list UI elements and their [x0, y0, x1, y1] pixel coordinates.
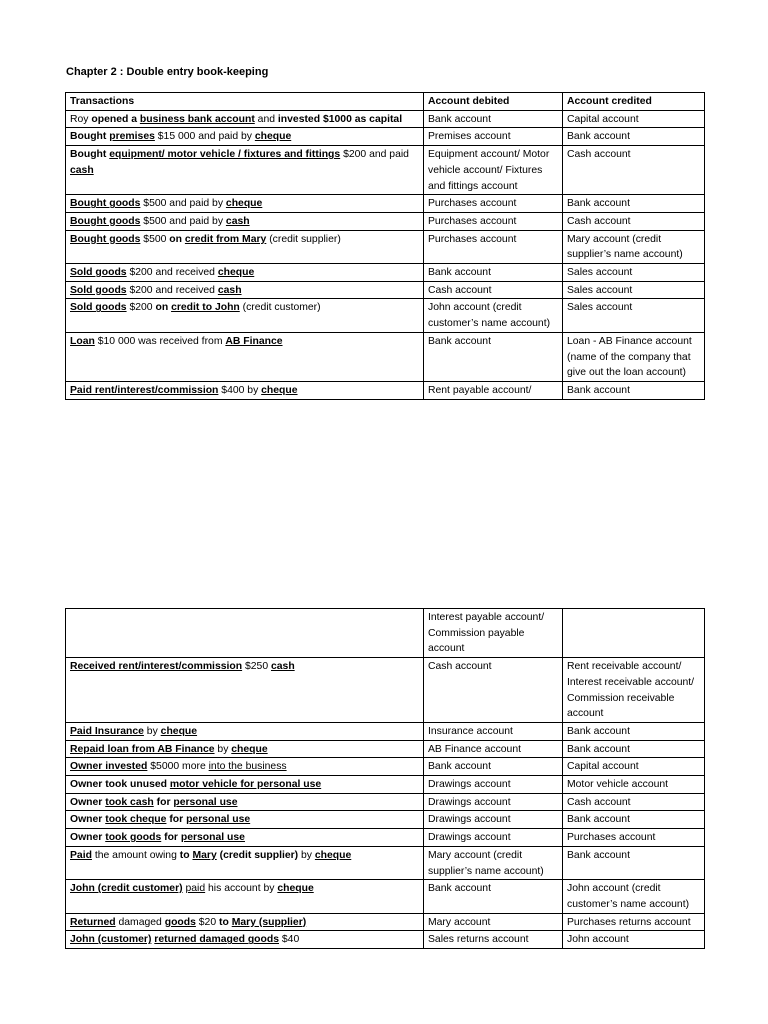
transaction-text-segment: $40 [279, 934, 300, 946]
transaction-text-segment: $400 by [218, 384, 262, 396]
transaction-cell [66, 332, 424, 381]
transaction-text-segment: invested $1000 as capital [277, 113, 403, 125]
debited-account-cell: Purchases account [424, 212, 563, 230]
table-row [66, 230, 705, 263]
transaction-text-segment: took cash [105, 796, 154, 808]
transaction-text-segment: Paid rent/interest/commission [70, 384, 219, 396]
table-row [66, 931, 705, 949]
debited-account-cell: Equipment account/ Motor vehicle account/ Fixtures and fittings account [424, 146, 563, 195]
transaction-text-segment: cash [70, 164, 94, 176]
credited-account-cell: John account (credit customer’s name account) [563, 880, 705, 913]
credited-account-cell: Cash account [563, 146, 705, 195]
transaction-text-segment: the amount owing [91, 849, 180, 861]
transaction-text-segment: $15 000 and paid by [154, 131, 255, 143]
table-row [66, 195, 705, 213]
debited-account-cell: Drawings account [424, 793, 563, 811]
transaction-cell [66, 846, 424, 879]
transaction-text-segment: cheque [254, 131, 292, 143]
table-row [66, 128, 705, 146]
transaction-text-segment: John (customer) [70, 934, 152, 946]
table-row [66, 658, 705, 723]
transaction-text-segment: cash [217, 284, 242, 296]
transaction-text-segment: returned damaged goods [154, 934, 279, 946]
table-row [66, 381, 705, 399]
transaction-text-segment: personal use [186, 814, 251, 826]
transaction-text-segment: $200 [126, 302, 156, 314]
transaction-text-segment: opened a [91, 113, 140, 125]
credited-account-cell: Bank account [563, 195, 705, 213]
table-row [66, 913, 705, 931]
table-row [66, 609, 705, 658]
table-row [66, 740, 705, 758]
credited-account-cell: Bank account [563, 740, 705, 758]
debited-account-cell: Bank account [424, 332, 563, 381]
transaction-text-segment: for [166, 814, 187, 826]
credited-account-cell: Cash account [563, 212, 705, 230]
credited-account-cell: Capital account [563, 110, 705, 128]
debited-account-cell: Purchases account [424, 230, 563, 263]
transaction-cell [66, 880, 424, 913]
table-row [66, 846, 705, 879]
debited-account-cell: Drawings account [424, 811, 563, 829]
transaction-text-segment: (credit supplier) [266, 233, 341, 245]
credited-account-cell: Bank account [563, 128, 705, 146]
transaction-text-segment: John (credit customer) [70, 883, 183, 895]
debited-account-cell: Sales returns account [424, 931, 563, 949]
table-row [66, 110, 705, 128]
transaction-text-segment: Sold goods [70, 284, 127, 296]
transaction-cell [66, 740, 424, 758]
debited-account-cell: Drawings account [424, 829, 563, 847]
credited-account-cell: Sales account [563, 264, 705, 282]
transaction-text-segment: into the business [208, 761, 287, 773]
transaction-text-segment: Owner [70, 832, 106, 844]
header-account-debited: Account debited [424, 93, 563, 111]
debited-account-cell: John account (credit customer’s name account) [424, 299, 563, 332]
transaction-text-segment: Received rent/interest/commission [70, 661, 243, 673]
transaction-text-segment: took goods [105, 832, 162, 844]
table-row [66, 722, 705, 740]
credited-account-cell: Bank account [563, 846, 705, 879]
table-header-row [66, 93, 705, 111]
credited-account-cell: Sales account [563, 299, 705, 332]
debited-account-cell: Interest payable account/ Commission payable account [424, 609, 563, 658]
transaction-text-segment: Sold goods [70, 302, 127, 314]
credited-account-cell: Bank account [563, 811, 705, 829]
table-row [66, 758, 705, 776]
debited-account-cell: Rent payable account/ [424, 381, 563, 399]
transaction-text-segment: Owner [70, 796, 106, 808]
table-row [66, 264, 705, 282]
debited-account-cell: Cash account [424, 281, 563, 299]
table-row [66, 212, 705, 230]
transaction-text-segment: took cheque [105, 814, 167, 826]
transaction-cell [66, 776, 424, 794]
credited-account-cell: Purchases returns account [563, 913, 705, 931]
table-row [66, 281, 705, 299]
transaction-cell [66, 658, 424, 723]
header-transactions: Transactions [66, 93, 424, 111]
debited-account-cell: Cash account [424, 658, 563, 723]
transaction-text-segment: $5000 more [147, 761, 209, 773]
transaction-text-segment: cheque [231, 743, 268, 755]
debited-account-cell: Insurance account [424, 722, 563, 740]
transaction-cell [66, 230, 424, 263]
transaction-text-segment: by [298, 849, 315, 861]
credited-account-cell: Rent receivable account/ Interest receivable account/ Commission receivable account [563, 658, 705, 723]
table-row [66, 880, 705, 913]
table-row [66, 811, 705, 829]
transaction-text-segment: Paid [70, 849, 92, 861]
transaction-text-segment: $20 [195, 916, 220, 928]
credited-account-cell: Cash account [563, 793, 705, 811]
transaction-text-segment: cheque [261, 384, 298, 396]
transaction-text-segment: premises [109, 131, 155, 143]
transaction-cell [66, 212, 424, 230]
transaction-text-segment: cheque [314, 849, 352, 861]
credited-account-cell: Capital account [563, 758, 705, 776]
table-row [66, 146, 705, 195]
transaction-text-segment: $500 [140, 233, 170, 245]
table-row [66, 793, 705, 811]
transaction-text-segment: Mary [192, 849, 217, 861]
transaction-text-segment: on [155, 302, 172, 314]
transaction-cell [66, 609, 424, 658]
transaction-cell [66, 146, 424, 195]
transaction-text-segment: personal use [173, 796, 238, 808]
debited-account-cell: Mary account (credit supplier’s name account) [424, 846, 563, 879]
transaction-text-segment: his account by [205, 883, 278, 895]
transaction-text-segment: (credit supplier) [216, 849, 299, 861]
transaction-text-segment: Mary (supplier) [231, 916, 307, 928]
transaction-cell [66, 829, 424, 847]
transaction-text-segment: and [254, 113, 278, 125]
transaction-cell [66, 793, 424, 811]
credited-account-cell: Sales account [563, 281, 705, 299]
transaction-text-segment: cheque [277, 883, 314, 895]
transaction-text-segment: (credit customer) [239, 302, 321, 314]
transaction-text-segment: cash [225, 215, 250, 227]
transaction-cell [66, 758, 424, 776]
transaction-text-segment: cheque [217, 267, 255, 279]
transaction-cell [66, 195, 424, 213]
debited-account-cell: Mary account [424, 913, 563, 931]
transaction-text-segment: $500 and paid by [140, 215, 226, 227]
table-row [66, 776, 705, 794]
transaction-text-segment: Owner invested [70, 761, 148, 773]
transaction-cell [66, 299, 424, 332]
debited-account-cell: Bank account [424, 880, 563, 913]
transaction-text-segment: credit from Mary [184, 233, 267, 245]
transaction-text-segment: equipment/ motor vehicle / fixtures and fittings [109, 149, 341, 161]
transaction-cell [66, 722, 424, 740]
transaction-text-segment: $250 [242, 661, 271, 673]
debited-account-cell: Bank account [424, 758, 563, 776]
transaction-cell [66, 281, 424, 299]
table-row [66, 332, 705, 381]
transaction-cell [66, 931, 424, 949]
transaction-text-segment: cheque [225, 198, 263, 210]
transaction-text-segment: Roy [70, 113, 92, 125]
transaction-text-segment: Returned [70, 916, 116, 928]
transaction-text-segment: paid [185, 883, 206, 895]
transaction-text-segment: Bought goods [70, 198, 141, 210]
debited-account-cell: Bank account [424, 264, 563, 282]
transaction-text-segment: Owner [70, 814, 106, 826]
transaction-text-segment: Owner took unused [70, 779, 170, 791]
table-row [66, 829, 705, 847]
credited-account-cell: Loan - AB Finance account (name of the company that give out the loan account) [563, 332, 705, 381]
transaction-cell [66, 110, 424, 128]
transaction-text-segment: cheque [160, 725, 198, 737]
transaction-text-segment: to [179, 849, 193, 861]
transaction-text-segment: Bought goods [70, 233, 141, 245]
transaction-text-segment: by [214, 743, 232, 755]
transaction-text-segment: Bought goods [70, 215, 141, 227]
transaction-text-segment: for [161, 832, 181, 844]
header-account-credited: Account credited [563, 93, 705, 111]
debited-account-cell: Bank account [424, 110, 563, 128]
page-title: Chapter 2 : Double entry book-keeping [66, 66, 269, 78]
transaction-text-segment: $200 and received [126, 284, 218, 296]
credited-account-cell: Bank account [563, 722, 705, 740]
transaction-text-segment: Sold goods [70, 267, 127, 279]
transaction-text-segment: cash [270, 661, 295, 673]
credited-account-cell: John account [563, 931, 705, 949]
transaction-text-segment: $10 000 was received from [94, 335, 226, 347]
credited-account-cell: Mary account (credit supplier’s name account) [563, 230, 705, 263]
transaction-cell [66, 264, 424, 282]
transaction-text-segment: personal use [180, 832, 245, 844]
debited-account-cell: Purchases account [424, 195, 563, 213]
transaction-text-segment: goods [164, 916, 196, 928]
transaction-text-segment: Loan [70, 335, 95, 347]
transaction-text-segment: $200 and received [126, 267, 218, 279]
transaction-text-segment: for [153, 796, 174, 808]
debited-account-cell: AB Finance account [424, 740, 563, 758]
transaction-text-segment: $500 and paid by [140, 198, 226, 210]
transaction-cell [66, 128, 424, 146]
debited-account-cell: Premises account [424, 128, 563, 146]
credited-account-cell: Purchases account [563, 829, 705, 847]
transaction-cell [66, 381, 424, 399]
transaction-text-segment: credit to John [171, 302, 240, 314]
transactions-table-1 [65, 92, 705, 400]
transaction-text-segment: on [169, 233, 185, 245]
transaction-text-segment: $200 and paid [340, 149, 409, 161]
transaction-text-segment: business bank account [139, 113, 255, 125]
transaction-text-segment: Repaid loan from AB Finance [70, 743, 215, 755]
transaction-text-segment: damaged [115, 916, 165, 928]
transaction-text-segment: by [143, 725, 161, 737]
transaction-cell [66, 811, 424, 829]
transaction-text-segment: AB Finance [225, 335, 283, 347]
credited-account-cell [563, 609, 705, 658]
transaction-text-segment: Bought [70, 131, 110, 143]
credited-account-cell: Motor vehicle account [563, 776, 705, 794]
transaction-text-segment: motor vehicle for personal use [169, 779, 322, 791]
transaction-text-segment: to [219, 916, 232, 928]
transaction-cell [66, 913, 424, 931]
transactions-table-2 [65, 608, 705, 949]
debited-account-cell: Drawings account [424, 776, 563, 794]
credited-account-cell: Bank account [563, 381, 705, 399]
transaction-text-segment: Paid Insurance [70, 725, 144, 737]
transaction-text-segment: Bought [70, 149, 110, 161]
table-row [66, 299, 705, 332]
